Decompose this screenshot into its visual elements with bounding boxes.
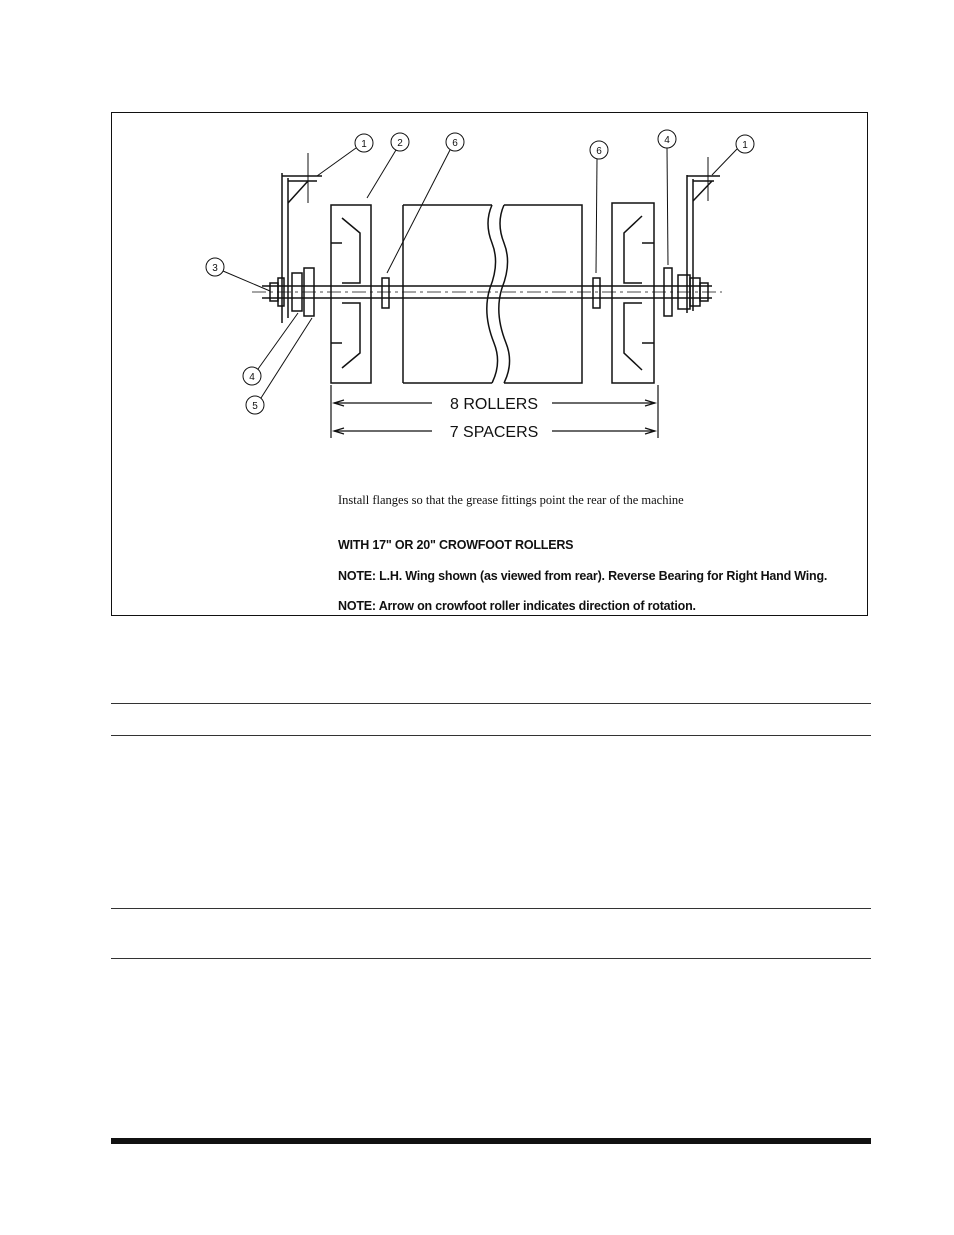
- heading-crowfoot-rollers: WITH 17" OR 20" CROWFOOT ROLLERS: [338, 538, 574, 552]
- shaft: [252, 286, 722, 298]
- footer-rule: [111, 1138, 871, 1144]
- note-wing: NOTE: L.H. Wing shown (as viewed from rear). Reverse Bearing for Right Hand Wing.: [338, 569, 828, 583]
- roller-assembly-diagram: [112, 113, 869, 453]
- callout-3: 3: [212, 263, 218, 274]
- dimension-label-spacers: 7 SPACERS: [449, 424, 539, 441]
- callout-2: 2: [397, 138, 403, 149]
- roller-section-break: [403, 205, 582, 383]
- install-note: Install flanges so that the grease fittings point the rear of the machine: [338, 493, 684, 507]
- left-spacer: [382, 278, 389, 308]
- table-rule: [111, 958, 871, 959]
- right-mounting-bracket: [687, 157, 720, 313]
- callout-4-left: 4: [249, 372, 255, 383]
- table-rule: [111, 735, 871, 736]
- callout-6-left: 6: [452, 138, 458, 149]
- callout-1-left: 1: [361, 139, 367, 150]
- dimension-label-rollers: 8 ROLLERS: [449, 396, 539, 413]
- right-crowfoot-roller: [612, 203, 654, 383]
- note-arrow: NOTE: Arrow on crowfoot roller indicates direction of rotation.: [338, 599, 696, 613]
- figure-frame: [111, 112, 868, 616]
- callout-6-right: 6: [596, 146, 602, 157]
- right-spacer: [593, 278, 600, 308]
- callout-1-right: 1: [742, 140, 748, 151]
- left-crowfoot-roller: [331, 205, 371, 383]
- callout-4-right: 4: [664, 135, 670, 146]
- table-rule: [111, 703, 871, 704]
- callout-5: 5: [252, 401, 258, 412]
- table-rule: [111, 908, 871, 909]
